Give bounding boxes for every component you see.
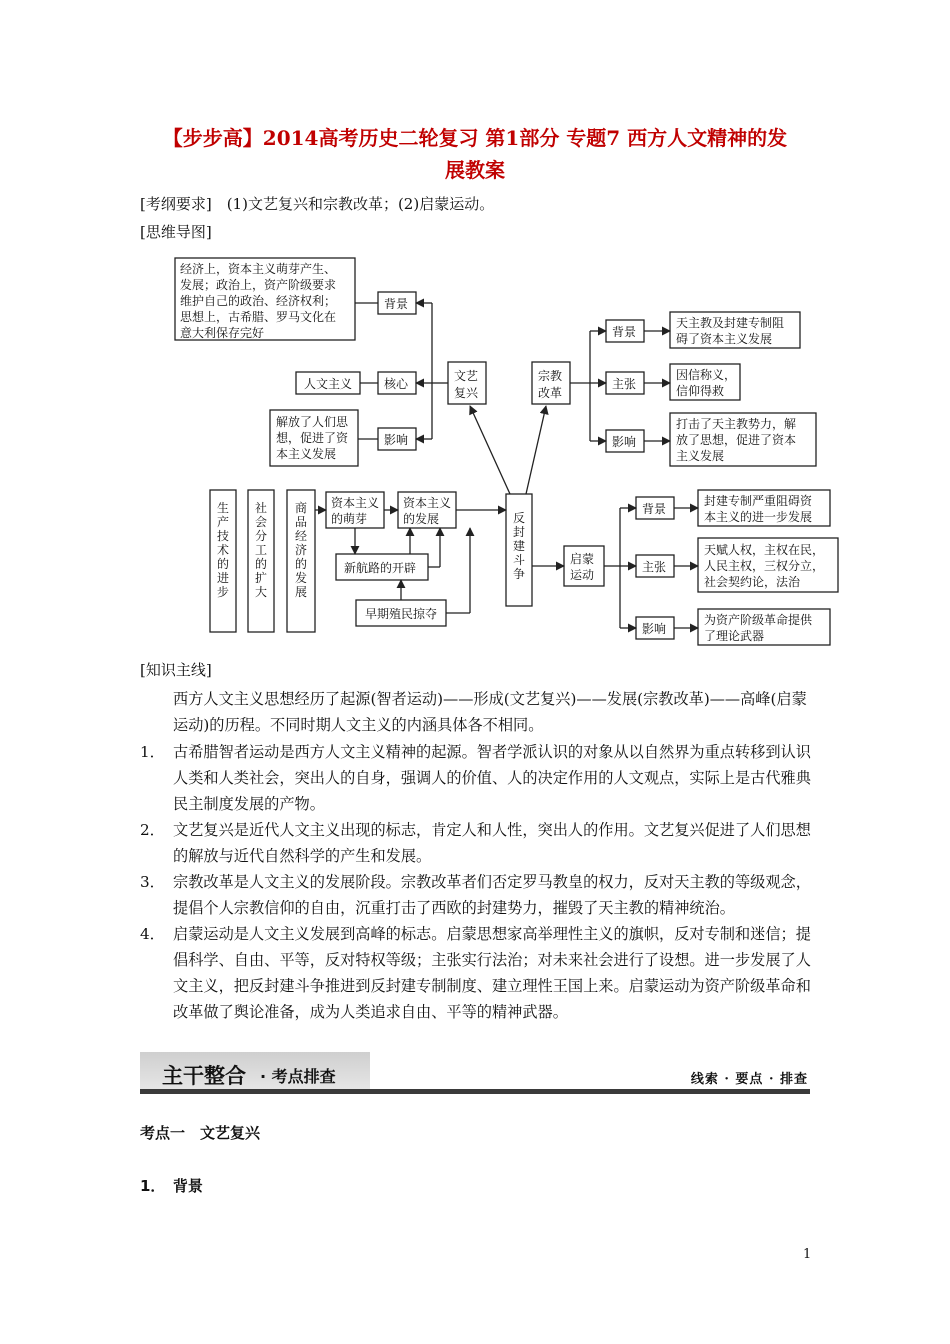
point-4-number: 4． [140, 925, 165, 943]
point-3-number: 3． [140, 873, 165, 891]
node-qm-yingxiang: 影响 [642, 622, 667, 636]
zj-bg-line-1: 天主教及封建专制阻 [676, 316, 785, 330]
qm-zz-line-2: 人民主权，三权分立， [704, 559, 825, 573]
banner-subtitle: · 考点排查 [260, 1067, 336, 1086]
point-4-text: 启蒙运动是人文主义发展到高峰的标志。启蒙思想家高举理性主义的旗帜，反对专制和迷信；提倡科学、自由、平等，反对特权等级；主张实行法治；对未来社会进行了设想。进一步发展了人文主义，把反封建斗争推进到反封建专制制度、建立理性王国上来。启蒙运动为资产阶级革命和改革做了舆论准备，成为人类追求自由、平等的精神武器。 [173, 925, 811, 1021]
jiefang-line-2: 想，促进了资 [276, 431, 349, 445]
section-banner [140, 1052, 810, 1096]
qm-zz-line-1: 天赋人权，主权在民， [704, 543, 825, 557]
node-renwen: 人文主义 [304, 377, 353, 391]
zj-zz-line-2: 信仰得救 [676, 384, 725, 398]
node-qm-zhuzhang: 主张 [642, 560, 667, 574]
node-wenyi-2: 复兴 [454, 386, 479, 400]
qm-yx-line-2: 了理论武器 [704, 629, 765, 643]
knowledge-label: [知识主线] [140, 661, 212, 679]
banner-title: 主干整合 [162, 1064, 246, 1088]
node-shehui: 社会分工的扩大 [254, 501, 268, 599]
node-shengchan: 生产技术的进步 [216, 501, 230, 599]
zj-bg-line-2: 碍了资本主义发展 [676, 332, 773, 346]
point-1 [140, 739, 820, 817]
point-2 [140, 817, 820, 869]
node-zhimin: 早期殖民掠夺 [365, 607, 438, 621]
node-qm-beijing: 背景 [642, 502, 667, 516]
node-yingxiang: 影响 [384, 433, 409, 447]
intro-text: 西方人文主义思想经历了起源(智者运动)——形成(文艺复兴)——发展(宗教改革)——高峰(启蒙运动)的历程。不同时期人文主义的内涵具体各不相同。 [173, 690, 807, 734]
node-hexin: 核心 [384, 377, 409, 391]
qm-yx-line-1: 为资产阶级革命提供 [704, 613, 813, 627]
document-title [130, 122, 820, 186]
node-qimeng-2: 运动 [570, 568, 595, 582]
point-2-number: 2． [140, 821, 165, 839]
banner-right-text: 线索 · 要点 · 排查 [690, 1072, 808, 1087]
meng-line-2: 的萌芽 [331, 512, 368, 526]
mind-map-diagram [170, 250, 850, 650]
zj-yx-line-2: 放了思想，促进了资本 [676, 433, 797, 447]
node-zj-beijing: 背景 [612, 325, 637, 339]
zj-yx-line-3: 主义发展 [676, 449, 725, 463]
point-1-number: 1． [140, 743, 165, 761]
zj-zz-line-1: 因信称义， [676, 368, 737, 382]
qm-zz-line-3: 社会契约论，法治 [704, 575, 801, 589]
node-hanglu: 新航路的开辟 [344, 561, 417, 575]
exam-requirements: [考纲要求] (1)文艺复兴和宗教改革；(2)启蒙运动。 [140, 195, 495, 213]
node-shangpin: 商品经济的发展 [294, 501, 308, 599]
node-wenyi-1: 文艺 [454, 369, 479, 383]
meng-line-1: 资本主义 [331, 496, 380, 510]
bg-text-line-1: 经济上，资本主义萌芽产生、 [180, 262, 337, 276]
point-1-text: 古希腊智者运动是西方人文主义精神的起源。智者学派认识的对象从以自然界为重点转移到认识人类和人类社会，突出人的自身，强调人的价值、人的决定作用的人文观点，实际上是古代雅典民主制度发展的产物。 [173, 743, 811, 813]
point-3 [140, 869, 820, 921]
title-line-1: 【步步高】2014高考历史二轮复习 第1部分 专题7 西方人文精神的发 [162, 126, 788, 150]
bg-text-line-5: 意大利保存完好 [180, 326, 265, 340]
fazhan-line-2: 的发展 [403, 512, 440, 526]
node-qimeng-1: 启蒙 [570, 552, 595, 566]
qm-bg-line-2: 本主义的进一步发展 [704, 510, 813, 524]
node-beijing: 背景 [384, 297, 409, 311]
node-fanfeng: 反封建斗争 [512, 511, 526, 581]
qm-bg-line-1: 封建专制严重阻碍资 [704, 494, 813, 508]
intro-paragraph [140, 686, 820, 738]
node-zongjiao-2: 改革 [538, 386, 563, 400]
node-zj-yingxiang: 影响 [612, 435, 637, 449]
title-line-2: 展教案 [445, 158, 505, 182]
zj-yx-line-1: 打击了天主教势力，解 [676, 417, 797, 431]
jiefang-line-3: 本主义发展 [276, 447, 337, 461]
page-number: 1 [803, 1247, 812, 1262]
point-3-text: 宗教改革是人文主义的发展阶段。宗教改革者们否定罗马教皇的权力，反对天主教的等级观念，提倡个人宗教信仰的自由，沉重打击了西欧的封建势力，摧毁了天主教的精神统治。 [173, 873, 811, 917]
bg-text-line-2: 发展；政治上，资产阶级要求 [180, 278, 337, 292]
section-heading: 1． 背景 [140, 1177, 203, 1195]
fazhan-line-1: 资本主义 [403, 496, 452, 510]
node-zongjiao-1: 宗教 [538, 369, 563, 383]
bg-text-line-3: 维护自己的政治、经济权利； [180, 294, 337, 308]
bg-text-line-4: 思想上，古希腊、罗马文化在 [180, 310, 337, 324]
node-zj-zhuzhang: 主张 [612, 377, 637, 391]
point-4 [140, 921, 820, 1025]
jiefang-line-1: 解放了人们思 [276, 415, 349, 429]
kaodian-heading: 考点一 文艺复兴 [140, 1124, 261, 1142]
point-2-text: 文艺复兴是近代人文主义出现的标志，肯定人和人性，突出人的作用。文艺复兴促进了人们思想的解放与近代自然科学的产生和发展。 [173, 821, 811, 865]
mindmap-label: [思维导图] [140, 223, 212, 241]
